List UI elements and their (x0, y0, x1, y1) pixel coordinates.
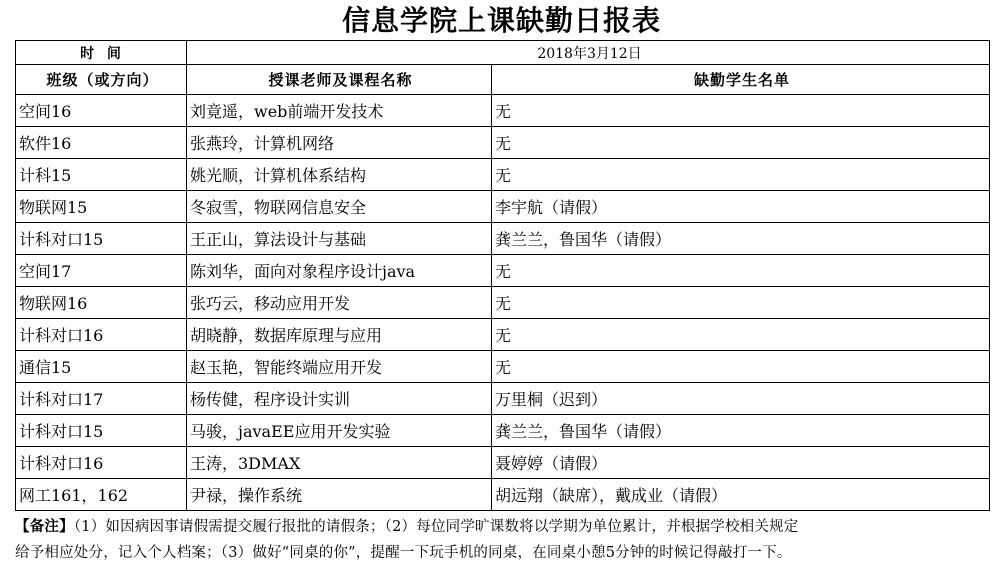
absent-students-cell: 无 (492, 95, 990, 127)
absent-students-cell: 龚兰兰，鲁国华（请假） (492, 223, 990, 255)
attendance-table (15, 40, 990, 511)
table-row (16, 351, 990, 383)
class-cell: 计科15 (16, 159, 187, 191)
class-cell: 物联网16 (16, 287, 187, 319)
teacher-course-cell: 刘竟遥，web前端开发技术 (187, 95, 492, 127)
class-cell: 物联网15 (16, 191, 187, 223)
class-cell: 计科对口16 (16, 319, 187, 351)
absent-students-cell: 无 (492, 127, 990, 159)
report-title: 信息学院上课缺勤日报表 (341, 4, 661, 37)
absent-students-cell: 无 (492, 287, 990, 319)
absent-students-cell: 龚兰兰，鲁国华（请假） (492, 415, 990, 447)
class-cell: 计科对口15 (16, 223, 187, 255)
class-cell: 网工161，162 (16, 479, 187, 511)
date-row (16, 41, 990, 65)
table-row (16, 127, 990, 159)
notes-line-1 (15, 514, 993, 540)
teacher-course-cell: 冬寂雪，物联网信息安全 (187, 191, 492, 223)
absent-students-cell: 李宇航（请假） (492, 191, 990, 223)
class-cell: 通信15 (16, 351, 187, 383)
header-class: 班级（或方向） (16, 65, 187, 95)
teacher-course-cell: 王涛，3DMAX (187, 447, 492, 479)
header-teacher-course: 授课老师及课程名称 (187, 65, 492, 95)
teacher-course-cell: 陈刘华，面向对象程序设计java (187, 255, 492, 287)
class-cell: 计科对口17 (16, 383, 187, 415)
teacher-course-cell: 杨传健，程序设计实训 (187, 383, 492, 415)
teacher-course-cell: 姚光顺，计算机体系结构 (187, 159, 492, 191)
notes-label: 【备注】 (15, 518, 74, 535)
table-row (16, 287, 990, 319)
date-label: 时 间 (16, 41, 187, 65)
table-row (16, 319, 990, 351)
teacher-course-cell: 张巧云，移动应用开发 (187, 287, 492, 319)
teacher-course-cell: 尹禄，操作系统 (187, 479, 492, 511)
table-row (16, 95, 990, 127)
table-row (16, 479, 990, 511)
header-row (16, 65, 990, 95)
table-row (16, 191, 990, 223)
teacher-course-cell: 赵玉艳，智能终端应用开发 (187, 351, 492, 383)
notes (15, 514, 993, 566)
absent-students-cell: 无 (492, 351, 990, 383)
class-cell: 空间17 (16, 255, 187, 287)
table-row (16, 383, 990, 415)
teacher-course-cell: 张燕玲，计算机网络 (187, 127, 492, 159)
class-cell: 软件16 (16, 127, 187, 159)
class-cell: 计科对口16 (16, 447, 187, 479)
table-row (16, 447, 990, 479)
absent-students-cell: 万里桐（迟到） (492, 383, 990, 415)
class-cell: 空间16 (16, 95, 187, 127)
date-value: 2018年3月12日 (187, 41, 990, 65)
teacher-course-cell: 胡晓静，数据库原理与应用 (187, 319, 492, 351)
absent-students-cell: 无 (492, 255, 990, 287)
table-row (16, 255, 990, 287)
notes-text-1: （1）如因病因事请假需提交履行报批的请假条；（2）每位同学旷课数将以学期为单位累计，并根据学校相关规定 (73, 519, 799, 535)
notes-line-2: 给予相应处分，记入个人档案；（3）做好“同桌的你”，提醒一下玩手机的同桌，在同桌小憩5分钟的时候记得敲打一下。 (15, 545, 792, 561)
teacher-course-cell: 王正山，算法设计与基础 (187, 223, 492, 255)
table-row (16, 223, 990, 255)
absent-students-cell: 无 (492, 319, 990, 351)
table-row (16, 415, 990, 447)
table-row (16, 159, 990, 191)
class-cell: 计科对口15 (16, 415, 187, 447)
header-absent-students: 缺勤学生名单 (492, 65, 990, 95)
absent-students-cell: 胡远翔（缺席），戴成业（请假） (492, 479, 990, 511)
absent-students-cell: 聂婷婷（请假） (492, 447, 990, 479)
teacher-course-cell: 马骏，javaEE应用开发实验 (187, 415, 492, 447)
absent-students-cell: 无 (492, 159, 990, 191)
